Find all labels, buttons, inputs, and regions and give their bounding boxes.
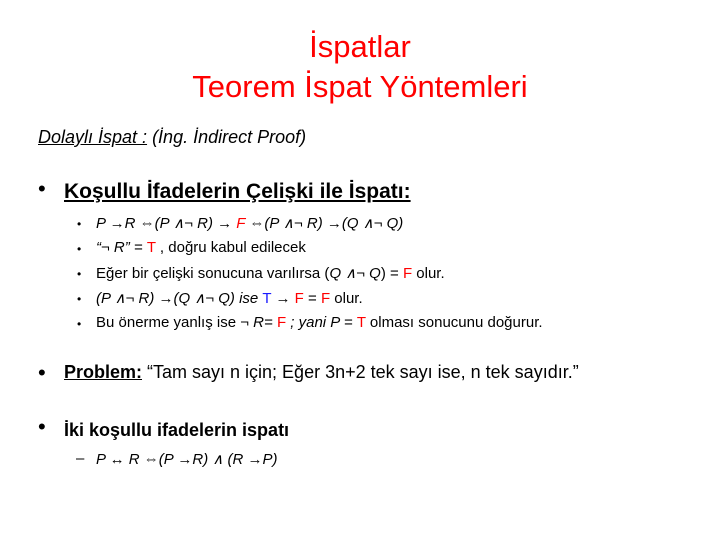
problem-text: “Tam sayı n için; Eğer 3n+2 tek sayı ise, n tek sayıdır.” [142, 362, 579, 382]
dash-bullet: – [76, 450, 85, 467]
list-item-1: P →R ⇔(P ∧¬ R) → F ⇔(P ∧¬ R) →(Q ∧¬ Q) [96, 215, 404, 232]
bullet-item-4: • [77, 292, 82, 306]
list-item-2: “¬ R” = T , doğru kabul edilecek [96, 239, 306, 256]
subtitle-paren: (İng. İndirect Proof) [152, 127, 307, 147]
bullet-item-1: • [77, 217, 82, 231]
section-3-heading: İki koşullu ifadelerin ispatı [64, 420, 290, 440]
slide-title-line-1: İspatlar [309, 29, 411, 64]
slide-title-line-2: Teorem İspat Yöntemleri [192, 69, 528, 104]
list-item-5: Bu önerme yanlış ise ¬ R= F ; yani P = T olması sonucunu doğurur. [96, 314, 543, 331]
bullet-section-1: • [38, 176, 46, 201]
subtitle-label: Dolaylı İspat : [38, 127, 148, 147]
bullet-item-2: • [77, 242, 82, 256]
bullet-section-3: • [38, 414, 46, 439]
problem-statement [64, 362, 579, 383]
bullet-item-5: • [77, 317, 82, 331]
list-item-4: (P ∧¬ R) →(Q ∧¬ Q) ise T → F = F olur. [96, 290, 363, 307]
subtitle [38, 127, 306, 148]
bullet-section-2: • [38, 360, 46, 385]
biconditional-formula: P ↔ R ⇔(P →R) ∧ (R →P) [96, 451, 278, 468]
list-item-3: Eğer bir çelişki sonucuna varılırsa (Q ∧¬ Q) = F olur. [96, 265, 445, 282]
bullet-item-3: • [77, 267, 82, 281]
problem-label: Problem: [64, 362, 143, 382]
section-1-heading: Koşullu İfadelerin Çelişki ile İspatı: [64, 180, 411, 203]
